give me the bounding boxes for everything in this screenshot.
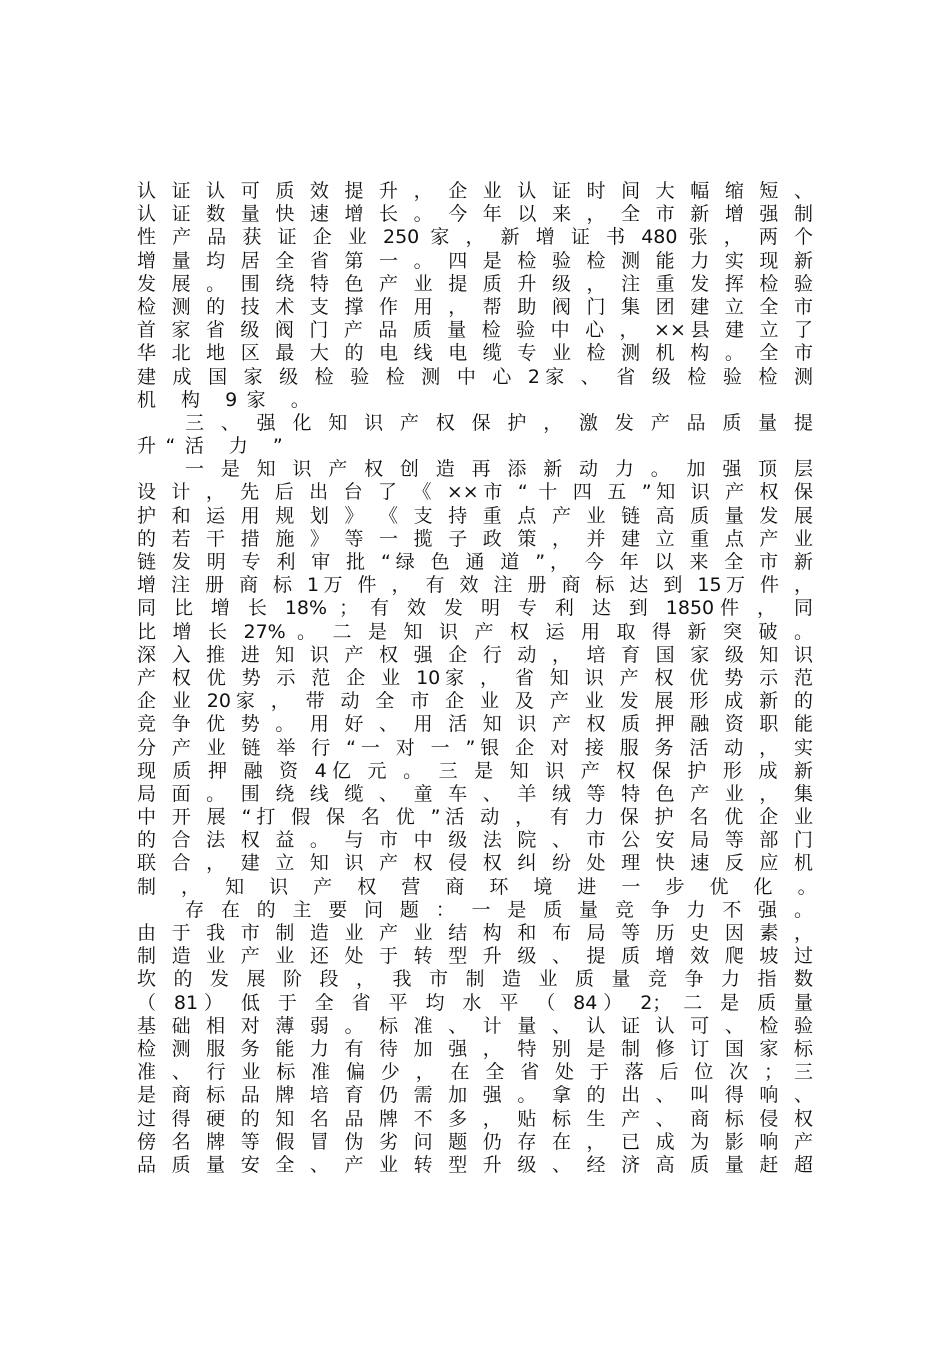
text-line: 傍 名 牌 等 假 冒 伪 劣 问 题 仍 存 在 ， 已 成 为 影 响 产 [137,1130,813,1153]
text-line: 设 计 ， 先 后 出 台 了 《 ××市 “ 十 四 五 ”知 识 产 权 保 [137,481,813,504]
text-line: 发 展 。 围 绕 特 色 产 业 提 质 升 级 ， 注 重 发 挥 检 验 [137,272,813,295]
text-line: 竞 争 优 势 。 用 好 、 用 活 知 识 产 权 质 押 融 资 职 能 [137,713,813,736]
text-line: 比 增 长 27% 。 二 是 知 识 产 权 运 用 取 得 新 突 破 。 [137,620,813,643]
text-line: 是 商 标 品 牌 培 育 仍 需 加 强 。 拿 的 出 、 叫 得 响 、 [137,1084,813,1107]
text-line: 认 证 认 可 质 效 提 升 ， 企 业 认 证 时 间 大 幅 缩 短 、 [137,180,813,202]
text-line: 一 是 知 识 产 权 创 造 再 添 新 动 力 。 加 强 顶 层 [185,458,813,481]
text-line: 产 权 优 势 示 范 企 业 10家 ， 省 知 识 产 权 优 势 示 范 [137,666,813,689]
text-line: 过 得 硬 的 知 名 品 牌 不 多 ， 贴 标 生 产 、 商 标 侵 权 [137,1107,813,1130]
text-line: 认 证 数 量 快 速 增 长 。 今 年 以 来 ， 全 市 新 增 强 制 [137,203,813,226]
text-line: 增 注 册 商 标 1万 件 ， 有 效 注 册 商 标 达 到 15万 件 ， [137,574,813,597]
text-line: 首 家 省 级 阀 门 产 品 质 量 检 验 中 心 ， ××县 建 立 了 [137,319,813,342]
text-line: 性 产 品 获 证 企 业 250 家 ， 新 增 证 书 480 张 ， 两 个 [137,226,813,249]
text-line: 检 测 服 务 能 力 有 待 加 强 ， 特 别 是 制 修 订 国 家 标 [137,1037,813,1060]
text-line: 品 质 量 安 全 、 产 业 转 型 升 级 、 经 济 高 质 量 赶 超 [137,1153,813,1176]
text-line: 华 北 地 区 最 大 的 电 线 电 缆 专 业 检 测 机 构 。 全 市 [137,342,813,365]
text-line: 分 产 业 链 举 行 “一 对 一 ”银 企 对 接 服 务 活 动 ， 实 [137,736,813,759]
text-line: 联 合 ， 建 立 知 识 产 权 侵 权 纠 纷 处 理 快 速 反 应 机 [137,852,813,875]
text-line: 基 础 相 对 薄 弱 。 标 准 、 计 量 、 认 证 认 可 、 检 验 [137,1014,813,1037]
text-line: 准 、 行 业 标 准 偏 少 ， 在 全 省 处 于 落 后 位 次 ； 三 [137,1061,813,1084]
text-line: 由 于 我 市 制 造 业 产 业 结 构 和 布 局 等 历 史 因 素 ， [137,922,813,944]
text-line: 建 成 国 家 级 检 验 检 测 中 心 2家 、 省 级 检 验 检 测 [137,365,813,388]
text-line: 升“活 力 ” [137,435,293,458]
text-line: 制 造 业 产 业 还 处 于 转 型 升 级 、 提 质 增 效 爬 坡 过 [137,945,813,968]
text-line: 深 入 推 进 知 识 产 权 强 企 行 动 ， 培 育 国 家 级 知 识 [137,643,813,666]
document-body [137,180,827,1177]
text-line: 三 、 强 化 知 识 产 权 保 护 ， 激 发 产 品 质 量 提 [185,411,813,434]
text-line: 坎 的 发 展 阶 段 ， 我 市 制 造 业 质 量 竞 争 力 指 数 [137,968,813,991]
text-line: 企 业 20家 ， 带 动 全 市 企 业 及 产 业 发 展 形 成 新 的 [137,690,813,713]
text-line: 存 在 的 主 要 问 题 ： 一 是 质 量 竞 争 力 不 强 。 [185,898,813,921]
text-line: 链 发 明 专 利 审 批 “绿 色 通 道 ”， 今 年 以 来 全 市 新 [137,551,813,573]
text-line: 护 和 运 用 规 划 》 《 支 持 重 点 产 业 链 高 质 量 发 展 [137,504,813,527]
text-line: 中 开 展 “打 假 保 名 优 ”活 动 ， 有 力 保 护 名 优 企 业 [137,806,813,829]
text-line: 制 ， 知 识 产 权 营 商 环 境 进 一 步 优 化 。 [137,875,827,898]
text-line: 检 测 的 技 术 支 撑 作 用 ， 帮 助 阀 门 集 团 建 立 全 市 [137,295,813,318]
text-line: 增 量 均 居 全 省 第 一 。 四 是 检 验 检 测 能 力 实 现 新 [137,249,813,272]
text-line: 的 合 法 权 益 。 与 市 中 级 法 院 、 市 公 安 局 等 部 门 [137,829,813,852]
text-line: 机 构 9家 。 [137,388,320,411]
text-line: 现 质 押 融 资 4亿 元 。 三 是 知 识 产 权 保 护 形 成 新 [137,759,813,782]
text-line: 局 面 。 围 绕 线 缆 、 童 车 、 羊 绒 等 特 色 产 业 ， 集 [137,782,813,805]
text-line: （ 81） 低 于 全 省 平 均 水 平 （ 84） 2； 二 是 质 量 [137,991,813,1014]
text-line: 的 若 干 措 施 》 等 一 揽 子 政 策 ， 并 建 立 重 点 产 业 [137,527,813,550]
text-line: 同 比 增 长 18% ； 有 效 发 明 专 利 达 到 1850件 ， 同 [137,597,813,620]
